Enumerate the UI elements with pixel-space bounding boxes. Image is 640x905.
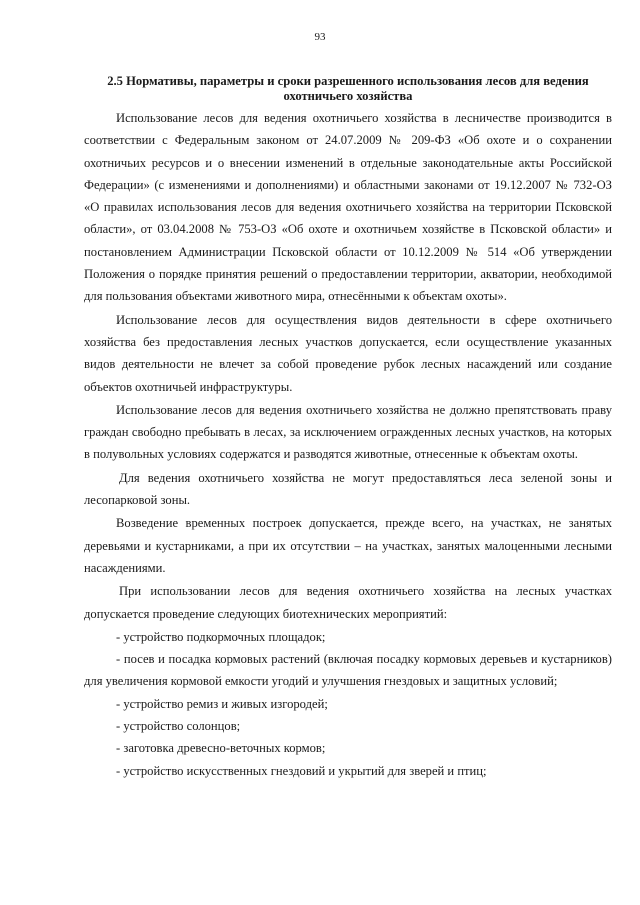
list-item: - заготовка древесно-веточных кормов;: [116, 741, 326, 756]
list-item: - устройство искусственных гнездовий и укрытий для зверей и птиц;: [116, 763, 487, 778]
list-item: - устройство ремиз и живых изгородей;: [116, 696, 328, 711]
paragraph-biotech-intro: При использовании лесов для ведения охотничьего хозяйства на лесных участках допускается проведение следующих биотехнических мероприятий:: [84, 584, 612, 621]
page-number: 93: [314, 31, 326, 43]
paragraph-without-plots: Использование лесов для осуществления видов деятельности в сфере охотничьего хозяйства без предоставления лесных участков допускается, если осуществление указанных видов деятельности не влечет за собой проведение рубок лесных насаждений или создание объектов охотничьей инфраструктуры.: [84, 312, 612, 394]
section-heading: 2.5 Нормативы, параметры и сроки разрешенного использования лесов для ведения охотничьего хозяйства: [107, 74, 589, 103]
biotech-measures-list: [84, 626, 612, 782]
paragraph-green-zone: Для ведения охотничьего хозяйства не могут предоставляться леса зеленой зоны и лесопарковой зоны.: [84, 470, 612, 508]
paragraph-legal-basis: Использование лесов для ведения охотничьего хозяйства в лесничестве производится в соответствии с Федеральным законом от 24.07.2009 № 209-ФЗ «Об охоте и о сохранении охотничьих ресурсов и о внесении изменений в отдельные законодательные акты Российской Федерации» (с изменениями и дополнениями) и областными законами от 19.12.2007 № 732-ОЗ «О правилах использования лесов для ведения охотничьего хозяйства на территории Псковской области», от 03.04.2008 № 753-ОЗ «Об охоте и охотничьем хозяйстве в Псковской области» и постановлением Администрации Псковской области от 10.12.2009 № 514 «Об утверждении Положения о порядке принятия решений о предоставлении территории, акватории, необходимой для пользования объектами животного мира, отнесёнными к объектам охоты».: [84, 111, 612, 304]
list-item: - устройство подкормочных площадок;: [116, 629, 326, 644]
list-item: - посев и посадка кормовых растений (включая посадку кормовых деревьев и кустарников) для увеличения кормовой емкости угодий и улучшения гнездовых и защитных условий;: [84, 652, 612, 689]
document-body: [84, 74, 612, 782]
paragraph-citizen-access: Использование лесов для ведения охотничьего хозяйства не должно препятствовать праву граждан свободно пребывать в лесах, за исключением огражденных лесных участков, на которых в полувольных условиях содержатся и разводятся животные, отнесенные к объектам охоты.: [84, 402, 612, 462]
list-item: - устройство солонцов;: [116, 719, 241, 734]
paragraph-temporary-buildings: Возведение временных построек допускается, прежде всего, на участках, не занятых деревьями и кустарниками, а при их отсутствии – на участках, занятых малоценными лесными насаждениями.: [84, 516, 612, 575]
